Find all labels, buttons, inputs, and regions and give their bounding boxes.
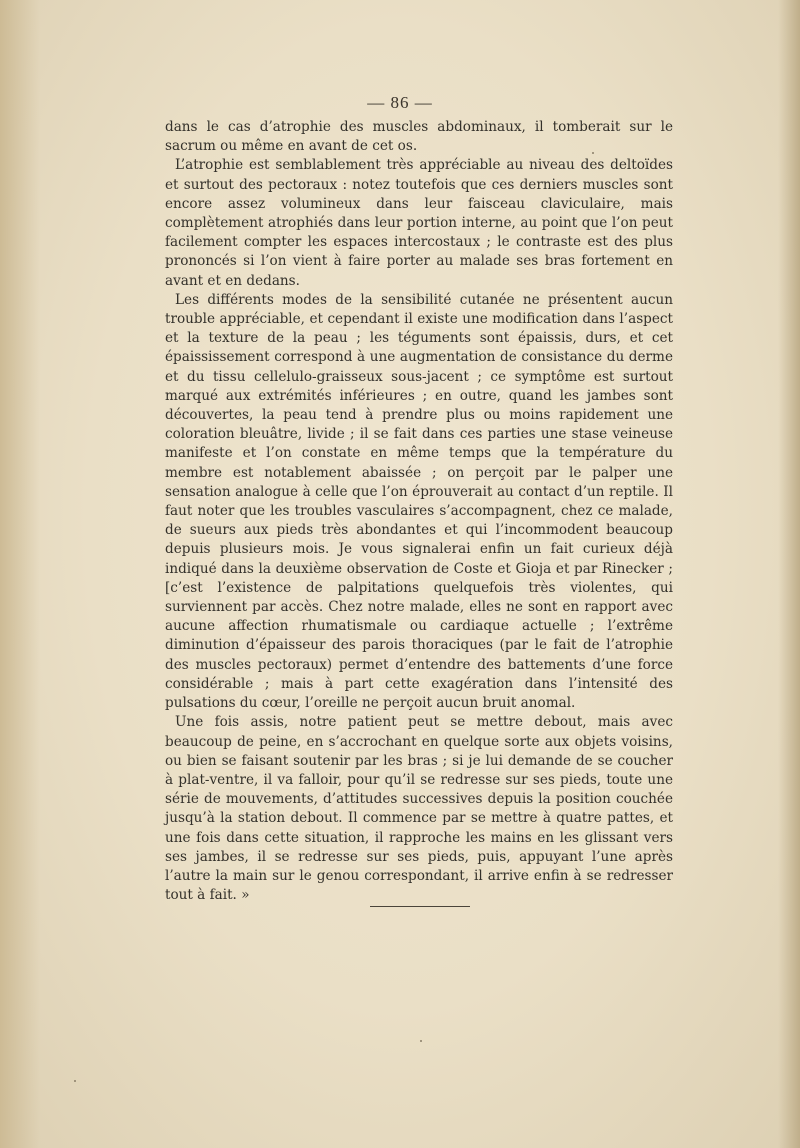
paragraph-continuation: dans le cas d’atrophie des muscles abdominaux, il tomberait sur le sacrum ou même en avant de cet os.	[165, 119, 673, 155]
paragraph-atrophy-deltoids: L’atrophie est semblablement très appréciable au niveau des deltoïdes et surtout des pectoraux : notez toutefois que ces derniers muscles sont encore assez volumineux dans leur faisceau claviculaire, mais complètement atrophiés dans leur portion interne, au point que l’on peut facilement compter les espaces intercostaux ; le contraste est des plus prononcés si l’on vient à faire porter au malade ses bras fortement en avant et en dedans.	[165, 157, 673, 289]
paragraph-sensibility: Les différents modes de la sensibilité cutanée ne présentent aucun trouble appréciable, et cependant il existe une modification dans l’aspect et la texture de la peau ; les téguments sont épaissis, durs, et cet épaississement correspond à une augmentation de consistance du derme et du tissu cellelulo-graisseux sous-jacent ; ce symptôme est surtout marqué aux extrémités inférieures ; en outre, quand les jambes sont découvertes, la peau tend à prendre plus ou moins rapidement une coloration bleuâtre, livide ; il se fait dans ces parties une stase veineuse manifeste et l’on constate en même temps que la température du membre est notablement abaissée ; on perçoit par le palper une sensation analogue à celle que l’on éprouverait au contact d’un reptile. Il faut noter que les troubles vasculaires s’accompagnent, chez ce malade, de sueurs aux pieds très abondantes et qui l’incommodent beaucoup depuis plusieurs mois. Je vous signalerai enfin un fait curieux déjà indiqué dans la deuxième observation de Coste et Gioja et par Rinecker ; [c’est l’existence de palpitations quelquefois très violentes, qui surviennent par accès. Chez notre malade, elles ne sont en rapport avec aucune affection rhumatismale ou cardiaque actuelle ; l’extrême diminution d’épaisseur des parois thoraciques (par le fait de l’atrophie des muscles pectoraux) permet d’entendre des battements d’une force considérable ; mais à part cette exagération dans l’intensité des pulsations du cœur, l’oreille ne perçoit aucun bruit anomal.	[165, 291, 673, 712]
end-rule	[370, 906, 470, 907]
paper-speck	[420, 1040, 422, 1042]
page-edge-shadow-left	[0, 0, 40, 1148]
page-edge-shadow-right	[778, 0, 800, 1148]
body-text	[165, 118, 673, 905]
page-number: — 86 —	[367, 93, 433, 112]
paper-speck	[592, 152, 594, 154]
paragraph-standing-up: Une fois assis, notre patient peut se mettre debout, mais avec beaucoup de peine, en s’accrochant en quelque sorte aux objets voisins, ou bien se faisant soutenir par les bras ; si je lui demande de se coucher à plat-ventre, il va falloir, pour qu’il se redresse sur ses pieds, toute une série de mouvements, d’attitudes successives depuis la position couchée jusqu’à la station debout. Il commence par se mettre à quatre pattes, et une fois dans cette situation, il rapproche les mains en les glissant vers ses jambes, il se redresse sur ses pieds, puis, appuyant l’une après l’autre la main sur le genou correspondant, il arrive enfin à se redresser tout à fait. »	[165, 714, 673, 904]
paper-speck	[74, 1080, 76, 1082]
